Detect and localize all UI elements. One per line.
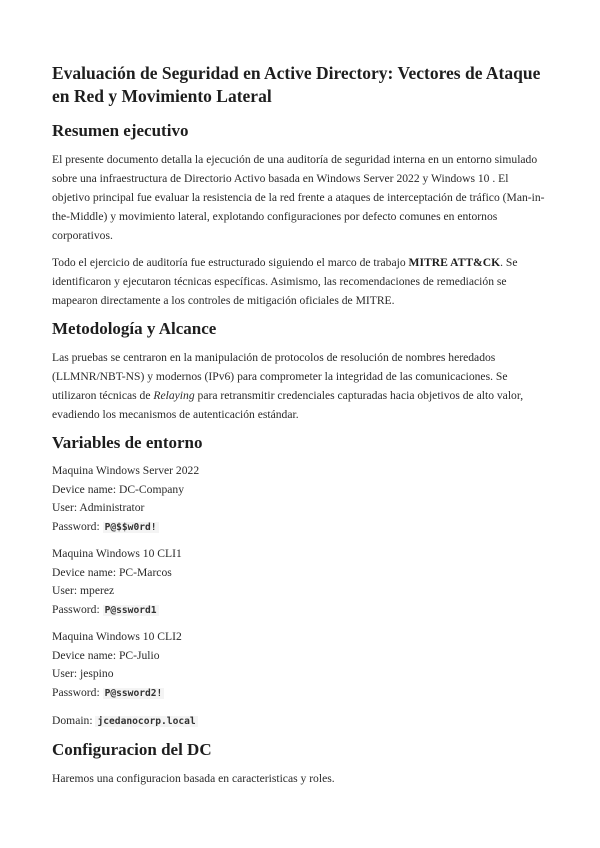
heading-metodologia: Metodología y Alcance — [52, 319, 217, 338]
metodologia-paragraph — [52, 348, 548, 424]
resumen-paragraph-1: El presente documento detalla la ejecución de una auditoría de seguridad interna en un entorno simulado sobre una infraestructura de Directorio Activo basada en Windows Server 2022 y Windows 10 . El objetivo principal fue evaluar la resistencia de la red frente a ataques de interceptación de tráfico (Man-in-the-Middle) y movimiento lateral, explotando configuraciones por defecto comunes en entornos corporativos. — [52, 153, 545, 242]
metodologia-text-a: Las pruebas se centraron en la manipulación de protocolos de resolución de nombres heredados (LLMNR/NBT-NS) y modernos (IPv6) para comprometer la integridad de las comunicaciones. Se utilizaron técnicas de — [52, 351, 508, 402]
machine-user: User: jespino — [52, 667, 114, 680]
machine-name: Maquina Windows 10 CLI2 — [52, 630, 182, 643]
configuracion-paragraph: Haremos una configuracion basada en caracteristicas y roles. — [52, 772, 335, 785]
machine-block-cli1 — [52, 545, 548, 620]
heading-resumen: Resumen ejecutivo — [52, 121, 189, 140]
resumen-paragraph-2 — [52, 253, 548, 310]
machine-password-line — [52, 684, 548, 704]
mitre-bold-text: MITRE ATT&CK — [408, 256, 501, 269]
section-variables — [52, 432, 548, 731]
machine-user: User: mperez — [52, 584, 115, 597]
machine-device: Device name: PC-Julio — [52, 648, 160, 662]
machine-name: Maquina Windows 10 CLI1 — [52, 547, 182, 560]
relaying-italic-text: Relaying — [153, 389, 195, 402]
password-label: Password: — [52, 519, 100, 533]
domain-line — [52, 711, 548, 731]
password-code: P@ssword2! — [104, 687, 163, 699]
section-resumen — [52, 120, 548, 310]
machine-block-server — [52, 462, 548, 537]
document-title: Evaluación de Seguridad en Active Directory: Vectores de Ataque en Red y Movimiento Lateral — [52, 63, 541, 106]
machine-block-cli2 — [52, 628, 548, 703]
machine-password-line — [52, 601, 548, 621]
domain-code: jcedanocorp.local — [97, 716, 196, 727]
section-metodologia — [52, 318, 548, 424]
section-configuracion — [52, 739, 548, 788]
password-code: P@ssword1 — [104, 604, 157, 616]
password-label: Password: — [52, 602, 100, 616]
resumen-p2-text-b: . Se identificaron y ejecutaron técnicas específicas. Asimismo, las recomendaciones de remediación se mapearon directamente a los controles de mitigación oficiales de MITRE. — [52, 256, 518, 307]
machine-device: Device name: DC-Company — [52, 482, 185, 496]
metodologia-text-b: para retransmitir credenciales capturadas hacia objetivos de alto valor, evadiendo los mecanismos de autenticación estándar. — [52, 389, 524, 421]
resumen-p2-text-a: Todo el ejercicio de auditoría fue estructurado siguiendo el marco de trabajo — [52, 256, 409, 269]
domain-label: Domain: — [52, 714, 93, 727]
heading-configuracion: Configuracion del DC — [52, 740, 212, 759]
password-code: P@$$w0rd! — [104, 521, 157, 533]
machine-password-line — [52, 518, 548, 538]
machine-name: Maquina Windows Server 2022 — [52, 464, 200, 477]
machine-device: Device name: PC-Marcos — [52, 565, 172, 579]
heading-variables: Variables de entorno — [52, 433, 203, 452]
password-label: Password: — [52, 685, 100, 699]
machine-user: User: Administrator — [52, 501, 145, 514]
